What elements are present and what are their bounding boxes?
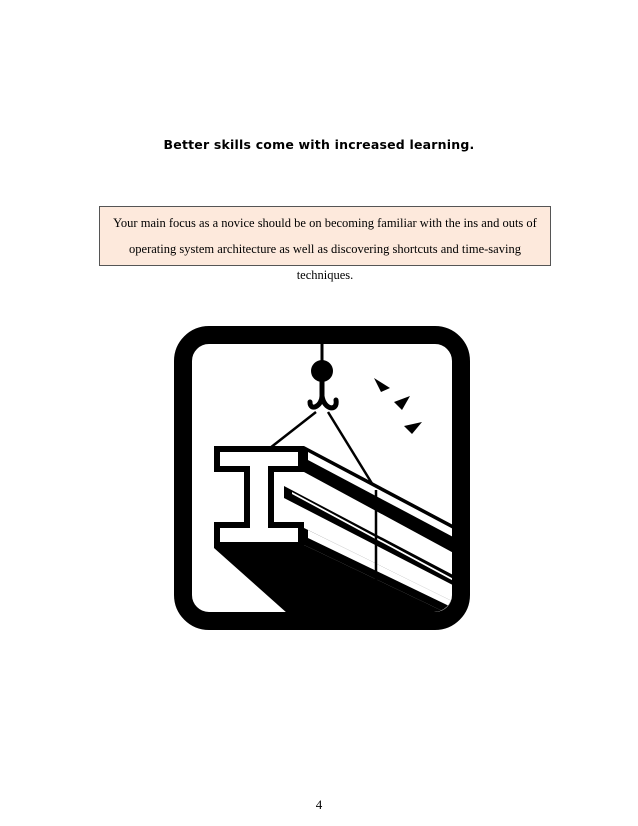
callout-line-2: operating system architecture as well as discovering shortcuts and time-saving techniques. [129,242,521,282]
crane-beam-icon [174,326,470,630]
page-number: 4 [315,797,323,812]
page-heading: Better skills come with increased learning. [163,137,475,152]
callout-line-1: Your main focus as a novice should be on becoming familiar with the ins and outs of [113,216,537,230]
tip-callout-box [99,206,551,282]
